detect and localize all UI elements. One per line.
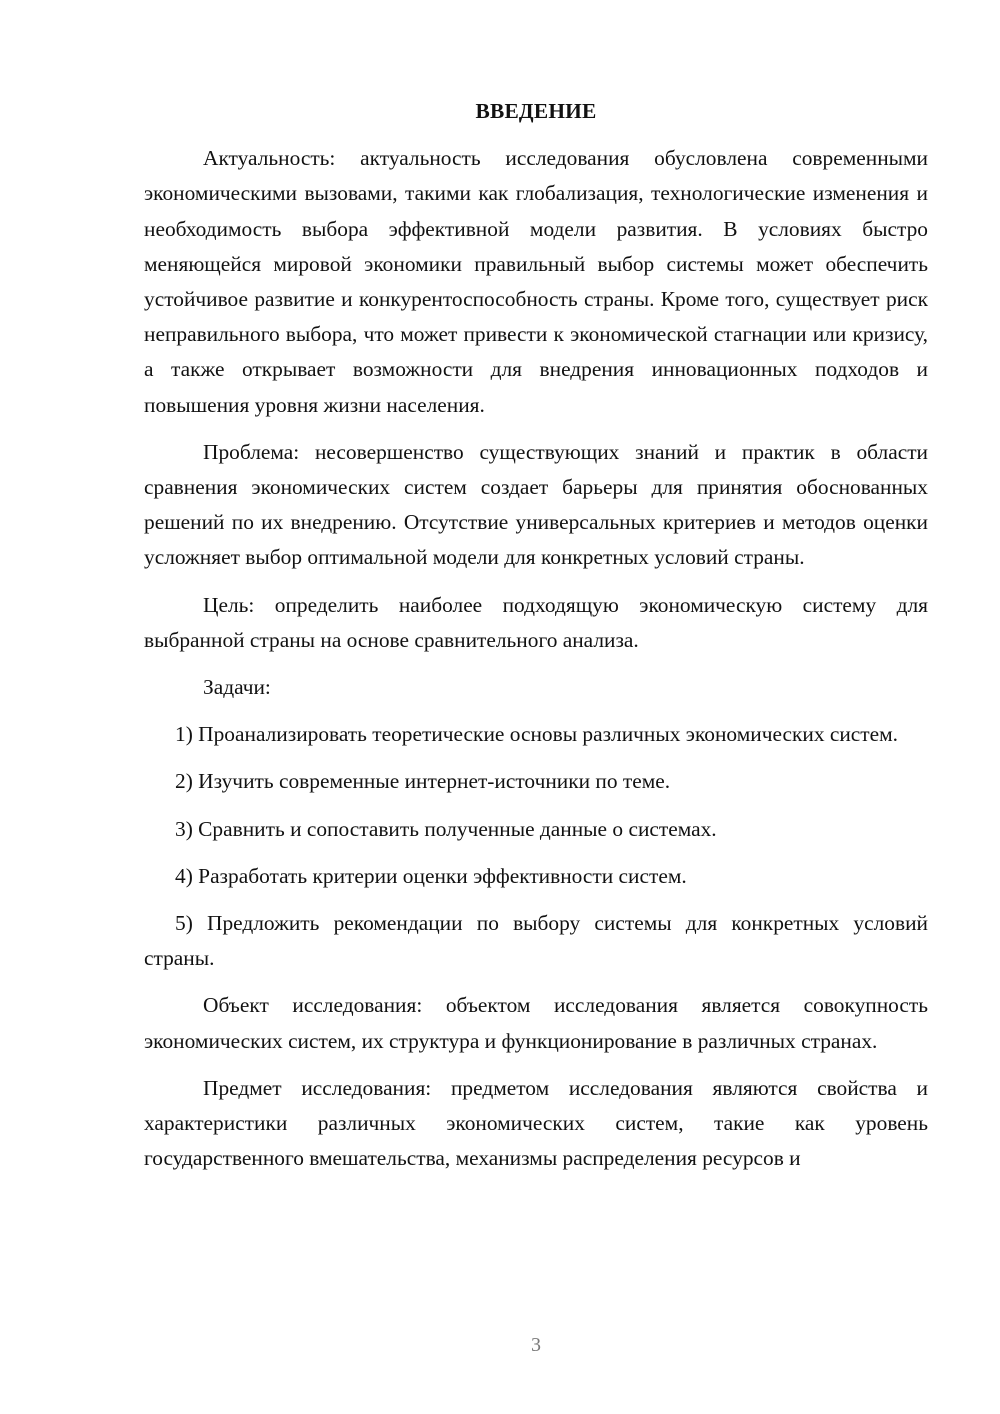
page-content bbox=[144, 94, 928, 1188]
paragraph-tasks-heading: Задачи: bbox=[203, 675, 271, 700]
paragraph-relevance: Актуальность: актуальность исследования обусловлена современными экономическими вызовами, такими как глобализация, технологические изменения и необходимость выбора эффективной модели развития. В условиях быстро меняющейся мировой экономики правильный выбор системы может обеспечить устойчивое развитие и конкурентоспособность страны. Кроме того, существует риск неправильного выбора, что может привести к экономической стагнации или кризису, а также открывает возможности для внедрения инновационных подходов и повышения уровня жизни населения. bbox=[144, 146, 928, 417]
page-number: 3 bbox=[531, 1334, 541, 1356]
paragraph-object: Объект исследования: объектом исследования является совокупность экономических систем, их структура и функционирование в различных странах. bbox=[144, 993, 928, 1053]
section-title: ВВЕДЕНИЕ bbox=[475, 99, 597, 123]
task-item-4: 4) Разработать критерии оценки эффективности систем. bbox=[175, 863, 687, 888]
task-item-3: 3) Сравнить и сопоставить полученные данные о системах. bbox=[175, 816, 717, 841]
paragraph-problem: Проблема: несовершенство существующих знаний и практик в области сравнения экономических систем создает барьеры для принятия обоснованных решений по их внедрению. Отсутствие универсальных критериев и методов оценки усложняет выбор оптимальной модели для конкретных условий страны. bbox=[144, 439, 928, 570]
task-item-5: 5) Предложить рекомендации по выбору системы для конкретных условий страны. bbox=[144, 911, 928, 971]
task-item-1: 1) Проанализировать теоретические основы различных экономических систем. bbox=[175, 722, 899, 747]
paragraph-subject: Предмет исследования: предметом исследования являются свойства и характеристики различных экономических систем, такие как уровень государственного вмешательства, механизмы распределения ресурсов и bbox=[144, 1075, 928, 1171]
paragraph-goal: Цель: определить наиболее подходящую экономическую систему для выбранной страны на основе сравнительного анализа. bbox=[144, 592, 928, 652]
task-item-2: 2) Изучить современные интернет-источники по теме. bbox=[175, 769, 671, 794]
